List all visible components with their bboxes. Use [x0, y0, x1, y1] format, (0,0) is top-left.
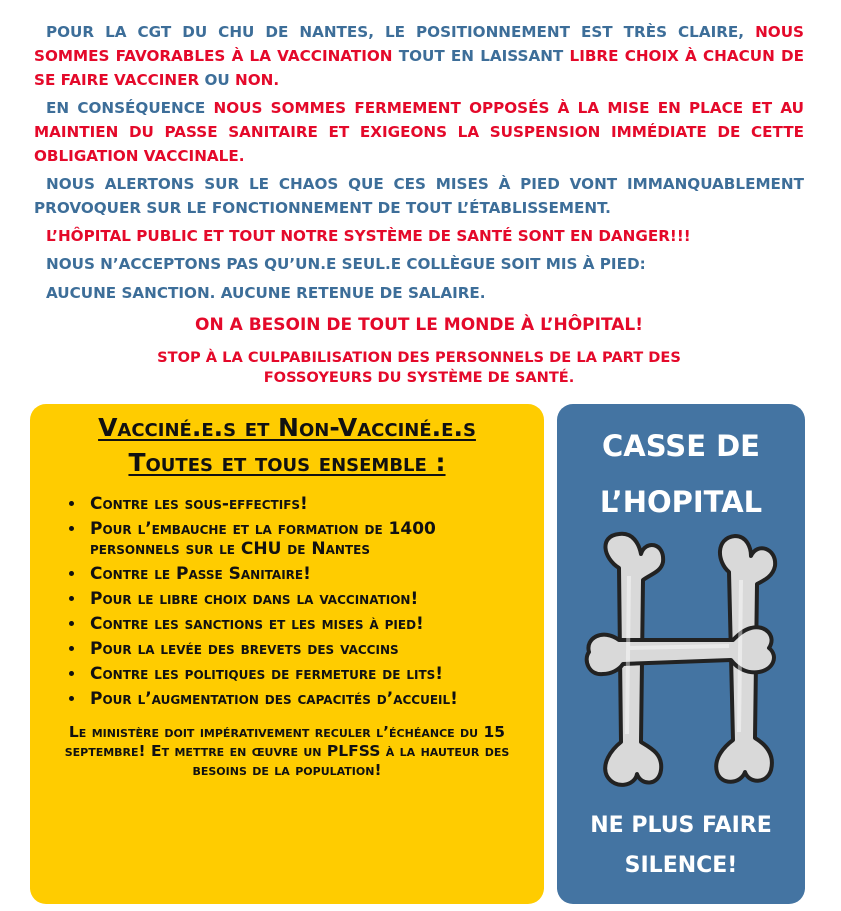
intro-paragraph-position: POUR LA CGT DU CHU DE NANTES, LE POSITIONNEMENT EST TRÈS CLAIRE, NOUS SOMMES FAVORABLES À LA VACCINATION TOUT EN LAISSANT LIBRE CHOIX À CHACUN DE SE FAIRE VACCINER OU NON.: [34, 23, 804, 89]
intro-no-suspension-line: NOUS N’ACCEPTONS PAS QU’UN.E SEUL.E COLLÈGUE SOIT MIS À PIED:: [46, 255, 646, 273]
demand-item: • Contre les sous-effectifs!: [86, 494, 526, 514]
demand-item: • Contre le Passe Sanitaire!: [86, 564, 526, 584]
demands-heading-line2: Toutes et tous ensemble :: [128, 448, 446, 477]
demand-item: • Pour la levée des brevets des vaccins: [86, 639, 526, 659]
demand-item: • Pour l’embauche et la formation de 1400 personnels sur le CHU de Nantes: [86, 519, 526, 559]
intro-paragraph-opposition: EN CONSÉQUENCE NOUS SOMMES FERMEMENT OPPOSÉS À LA MISE EN PLACE ET AU MAINTIEN DU PASSE SANITAIRE ET EXIGEONS LA SUSPENSION IMMÉDIATE DE CETTE OBLIGATION VACCINALE.: [34, 99, 804, 165]
demands-panel: [30, 404, 544, 904]
demands-list: [48, 494, 526, 709]
silence-footer: NE PLUS FAIRE SILENCE!: [590, 813, 772, 878]
intro-paragraph-alert: NOUS ALERTONS SUR LE CHAOS QUE CES MISES À PIED VONT IMMANQUABLEMENT PROVOQUER SUR LE FONCTIONNEMENT DE TOUT L’ÉTABLISSEMENT.: [34, 175, 804, 217]
demand-item: • Contre les sanctions et les mises à pied!: [86, 614, 526, 634]
intro-no-sanction-line: AUCUNE SANCTION. AUCUNE RETENUE DE SALAIRE.: [46, 284, 486, 302]
demand-item: • Pour l’augmentation des capacités d’accueil!: [86, 689, 526, 709]
demand-item: • Pour le libre choix dans la vaccination!: [86, 589, 526, 609]
demands-closing: Le ministère doit impérativement reculer l’échéance du 15 septembre! Et mettre en œuvre un PLFSS à la hauteur des besoins de la population!: [64, 723, 510, 779]
demand-item: • Contre les politiques de fermeture de lits!: [86, 664, 526, 684]
casse-title: CASSE DE L’HOPITAL: [599, 429, 763, 519]
casse-hopital-panel: [557, 404, 805, 904]
stop-culpabilisation: STOP À LA CULPABILISATION DES PERSONNELS DE LA PART DES FOSSOYEURS DU SYSTÈME DE SANTÉ.: [157, 349, 681, 386]
demands-heading-line1: Vacciné.e.s et Non-Vacciné.e.s: [98, 413, 476, 442]
intro-danger-line: L’HÔPITAL PUBLIC ET TOUT NOTRE SYSTÈME DE SANTÉ SONT EN DANGER!!!: [46, 227, 691, 245]
banner-everyone-needed: ON A BESOIN DE TOUT LE MONDE À L’HÔPITAL!: [195, 315, 643, 335]
bone-h-icon: [579, 528, 783, 794]
